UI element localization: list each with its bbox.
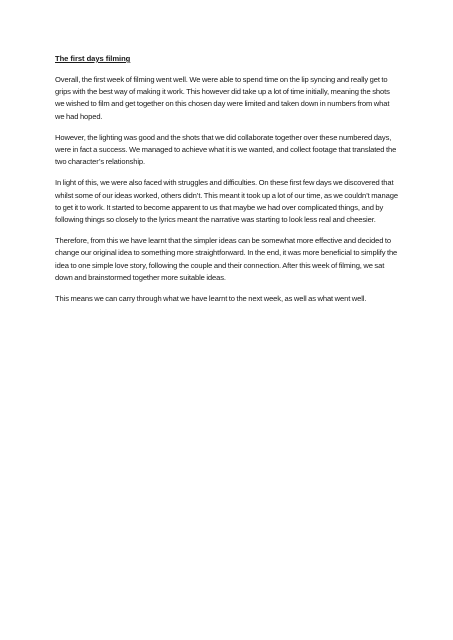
paragraph: However, the lighting was good and the shots that we did collaborate together over these numbered days, were in fact a success. We managed to achieve what it is we wanted, and collect footage that translated the two character’s relationship. [55,132,397,167]
paragraph: Overall, the first week of filming went well. We were able to spend time on the lip syncing and really get to grips with the best way of making it work. This however did take up a lot of time initially, meaning the shots we wished to film and get together on this chosen day were limited and taken down in numbers from what we had hoped. [55,75,390,121]
paragraph: In light of this, we were also faced with struggles and difficulties. On these first few days we discovered that whilst some of our ideas worked, others didn’t. This meant it took up a lot of our time, as we couldn’t manage to get it to work. It started to become apparent to us that maybe we had over complicated things, and by following things so closely to the lyrics meant the narrative was starting to look less real and cheesier. [55,178,398,225]
document-title: The first days filming [55,54,131,63]
document-body [55,53,400,314]
paragraph: This means we can carry through what we have learnt to the next week, as well as what went well. [55,294,367,304]
paragraph: Therefore, from this we have learnt that the simpler ideas can be somewhat more effective and decided to change our original idea to something more straightforward. In the end, it was more beneficial to simplify the idea to one simple love story, following the couple and their connection. After this week of filming, we sat down and brainstormed together more suitable ideas. [55,236,398,282]
